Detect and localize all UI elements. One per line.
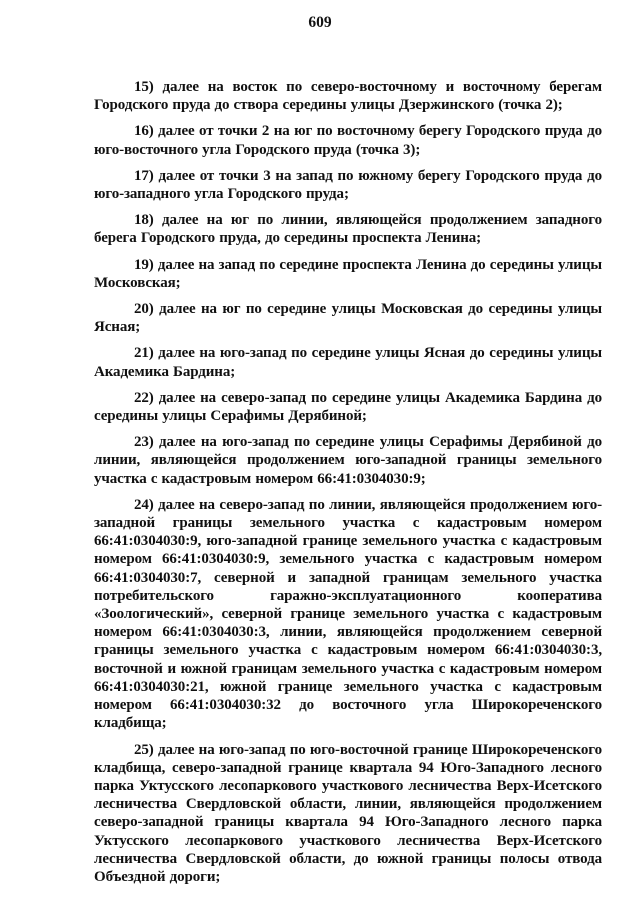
paragraph-item-16: 16) далее от точки 2 на юг по восточному берегу Городского пруда до юго-восточного угла Городского пруда (точка 3); xyxy=(94,123,602,158)
document-body xyxy=(94,78,602,894)
paragraph-item-19: 19) далее на запад по середине проспекта Ленина до середины улицы Московская; xyxy=(94,256,602,291)
paragraph-item-21: 21) далее на юго-запад по середине улицы Ясная до середины улицы Академика Бардина; xyxy=(94,345,602,380)
paragraph-item-24: 24) далее на северо-запад по линии, являющейся продолжением юго-западной границы земельного участка с кадастровым номером 66:41:0304030:9, юго-западной границе земельного участка с кадастровым номером 66:41:0304030:9, земельного участка с кадастровым номером 66:41:0304030:7, северной и западной границам земельного участка потребительского гаражно-эксплуатационного кооператива «Зоологический», северной границе земельного участка с кадастровым номером 66:41:0304030:3, линии, являющейся продолжением северной границы земельного участка с кадастровым номером 66:41:0304030:3, восточной и южной границам земельного участка с кадастровым номером 66:41:0304030:21, южной границе земельного участка с кадастровым номером 66:41:0304030:32 до восточного угла Широкореченского кладбища; xyxy=(94,496,602,732)
paragraph-item-25: 25) далее на юго-запад по юго-восточной границе Широкореченского кладбища, северо-западной границе квартала 94 Юго-Западного лесного парка Уктусского лесопаркового участкового лесничества Верх-Исетского лесничества Свердловской области, линии, являющейся продолжением северо-западной границы квартала 94 Юго-Западного лесного парка Уктусского лесопаркового участкового лесничества Верх-Исетского лесничества Свердловской области, до южной границы полосы отвода Объездной дороги; xyxy=(94,741,602,885)
paragraph-item-18: 18) далее на юг по линии, являющейся продолжением западного берега Городского пруда, до середины проспекта Ленина; xyxy=(94,212,602,247)
paragraph-item-20: 20) далее на юг по середине улицы Московская до середины улицы Ясная; xyxy=(94,301,602,336)
paragraph-item-17: 17) далее от точки 3 на запад по южному берегу Городского пруда до юго-западного угла Городского пруда; xyxy=(94,167,602,203)
paragraph-item-22: 22) далее на северо-запад по середине улицы Академика Бардина до середины улицы Серафимы Дерябиной; xyxy=(94,389,602,425)
paragraph-item-23: 23) далее на юго-запад по середине улицы Серафимы Дерябиной до линии, являющейся продолжением юго-западной границы земельного участка с кадастровым номером 66:41:0304030:9; xyxy=(94,434,602,487)
paragraph-item-15: 15) далее на восток по северо-восточному и восточному берегам Городского пруда до створа середины улицы Дзержинского (точка 2); xyxy=(94,79,602,114)
page-number: 609 xyxy=(308,14,332,31)
